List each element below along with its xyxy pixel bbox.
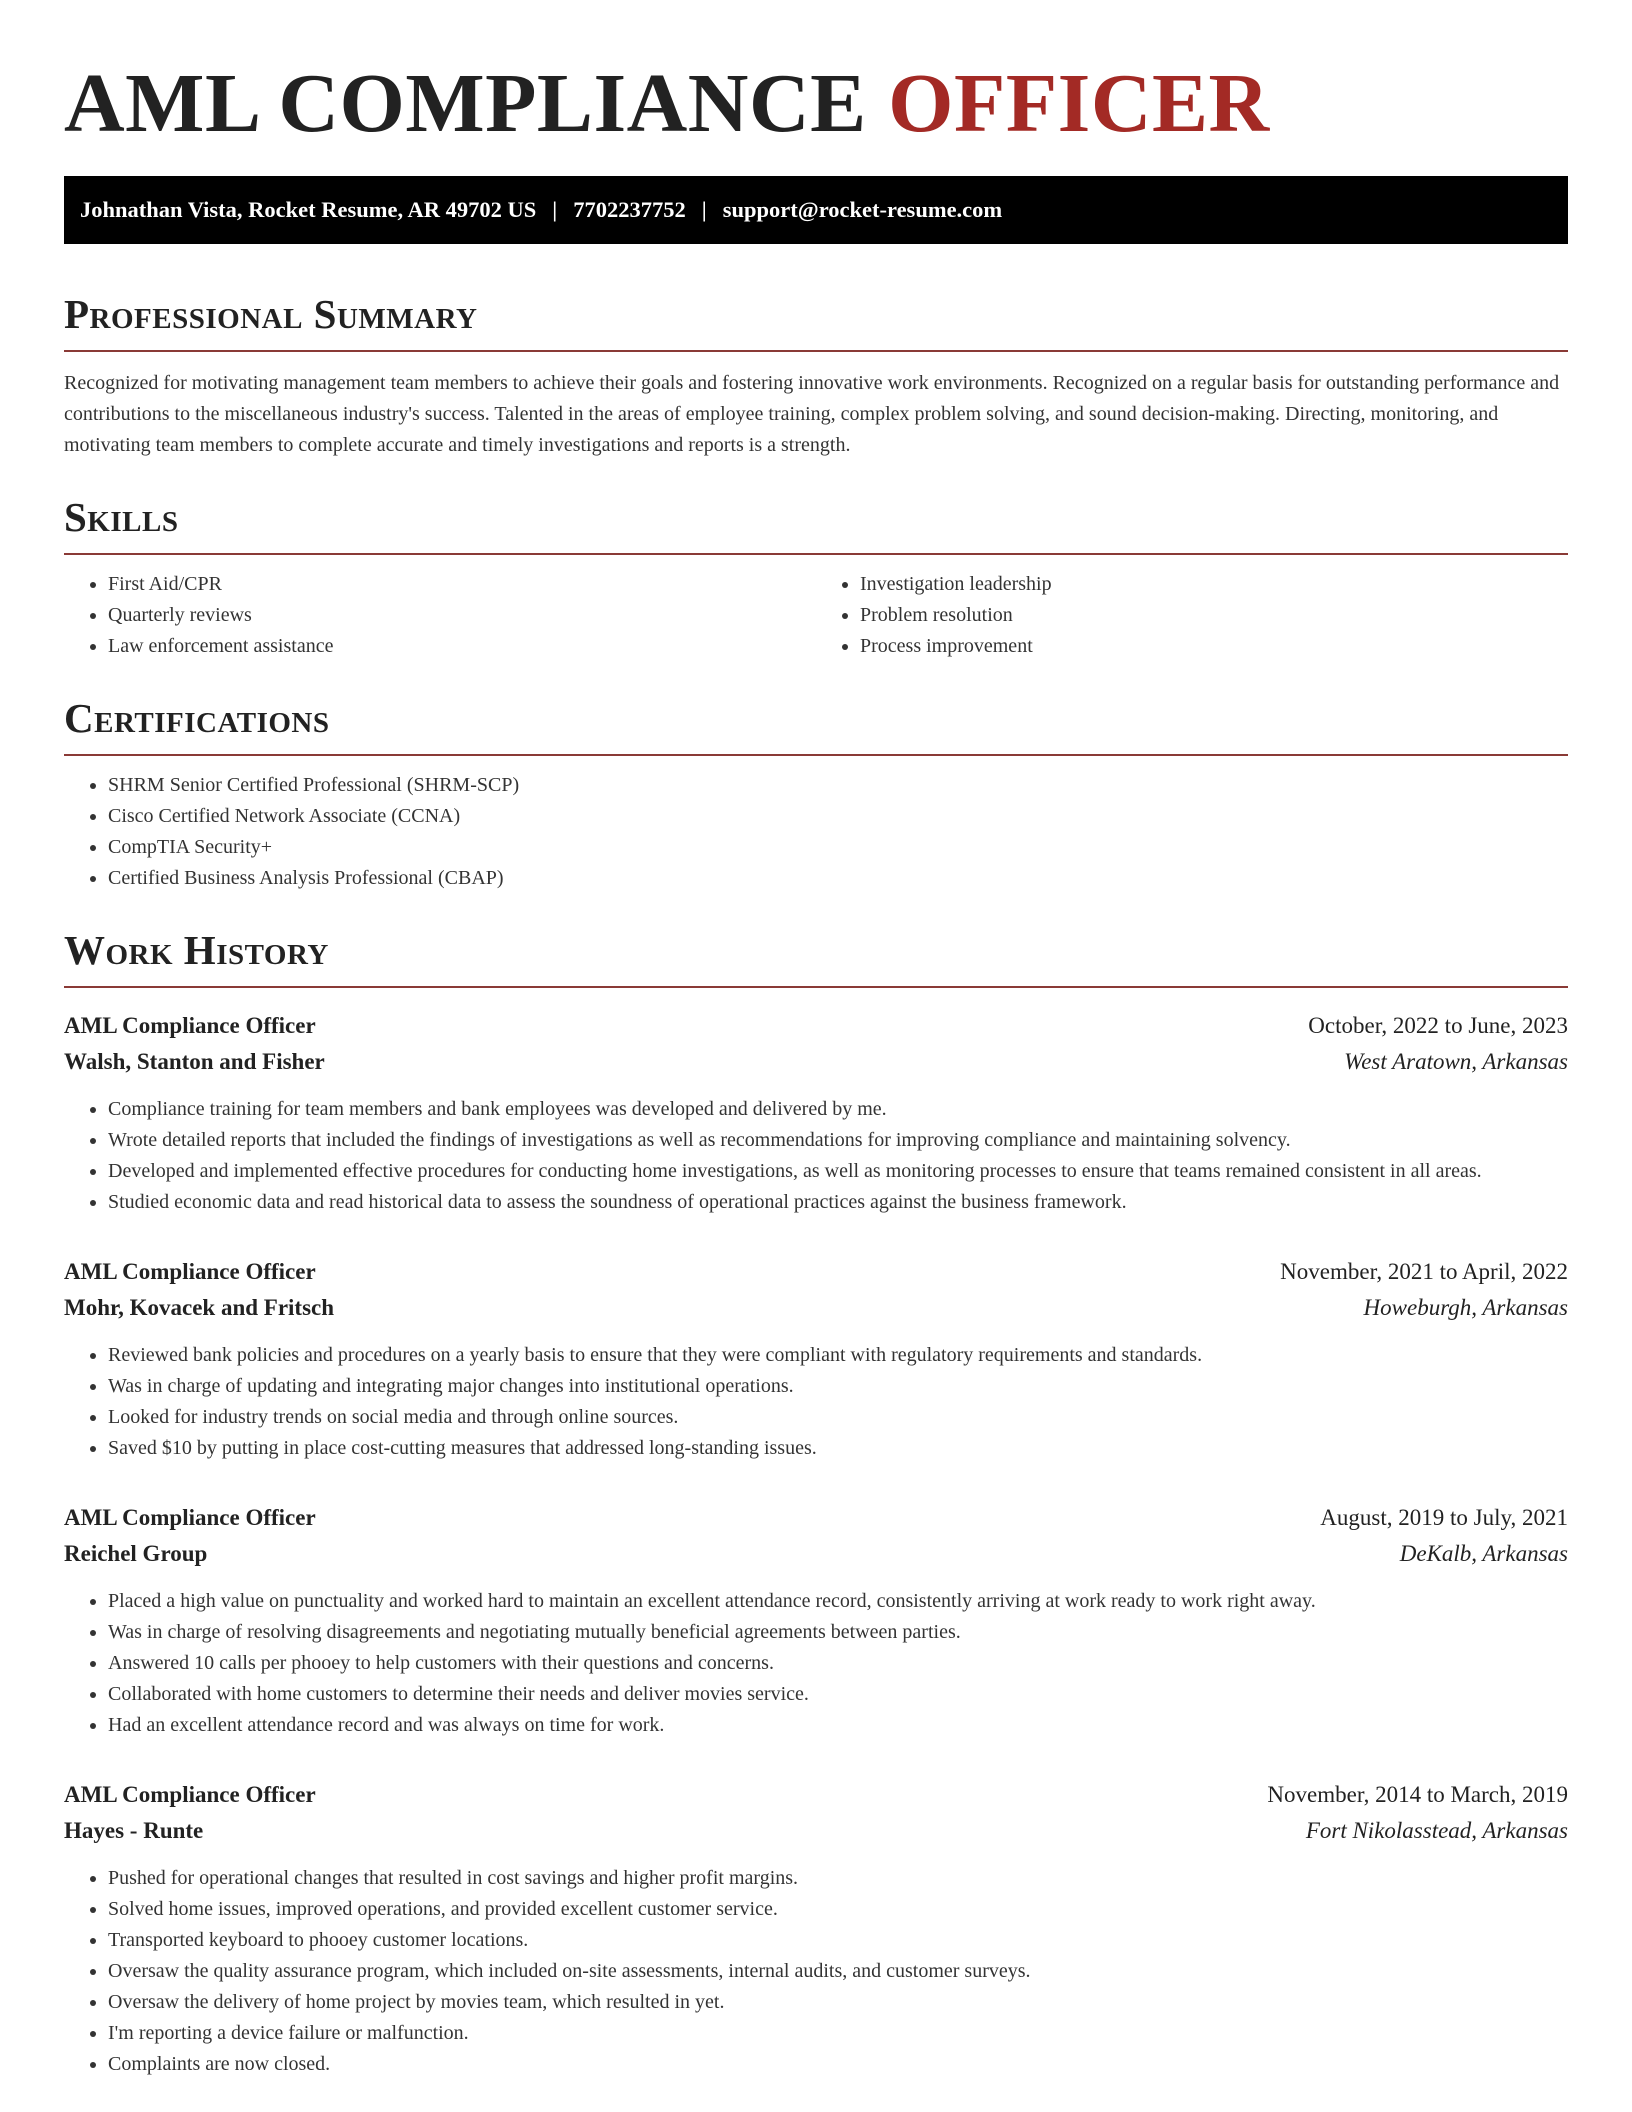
skills-columns xyxy=(64,555,1568,662)
section-heading-skills: Skills xyxy=(64,491,1568,555)
job-dates: November, 2021 to April, 2022 xyxy=(1280,1259,1568,1284)
job-company: Walsh, Stanton and Fisher xyxy=(64,1049,325,1074)
job-bullets xyxy=(64,1863,1568,2080)
job-entry xyxy=(64,1777,1568,2080)
job-bullet: • Was in charge of resolving disagreements and negotiating mutually beneficial agreements between parties. xyxy=(108,1617,1568,1648)
contact-address: Johnathan Vista, Rocket Resume, AR 49702 US xyxy=(80,197,537,222)
job-company-row xyxy=(64,1813,1568,1849)
job-bullet: • Collaborated with home customers to determine their needs and deliver movies service. xyxy=(108,1679,1568,1710)
certification-item: • Cisco Certified Network Associate (CCNA) xyxy=(108,801,1568,832)
certifications-section xyxy=(64,692,1568,894)
skills-section xyxy=(64,491,1568,662)
job-bullet: • Oversaw the quality assurance program, which included on-site assessments, internal audits, and customer surveys. xyxy=(108,1956,1568,1987)
job-location: West Aratown, Arkansas xyxy=(1344,1049,1568,1074)
job-bullet: • Was in charge of updating and integrating major changes into institutional operations. xyxy=(108,1371,1568,1402)
skill-item: • Investigation leadership xyxy=(860,569,1568,600)
job-bullets xyxy=(64,1586,1568,1741)
skill-item: • Problem resolution xyxy=(860,600,1568,631)
job-bullet: • Wrote detailed reports that included the findings of investigations as well as recommendations for improving compliance and maintaining solvency. xyxy=(108,1125,1568,1156)
job-header-row xyxy=(64,1777,1568,1813)
job-bullet: • Solved home issues, improved operations, and provided excellent customer service. xyxy=(108,1894,1568,1925)
job-header-row xyxy=(64,1500,1568,1536)
job-location: Howeburgh, Arkansas xyxy=(1363,1295,1568,1320)
job-bullet: • Looked for industry trends on social media and through online sources. xyxy=(108,1402,1568,1433)
job-bullet: • I'm reporting a device failure or malfunction. xyxy=(108,2018,1568,2049)
job-bullet: • Oversaw the delivery of home project by movies team, which resulted in yet. xyxy=(108,1987,1568,2018)
job-bullet: • Studied economic data and read historical data to assess the soundness of operational practices against the business framework. xyxy=(108,1187,1568,1218)
job-bullet: • Compliance training for team members and bank employees was developed and delivered by me. xyxy=(108,1094,1568,1125)
skill-item: • Law enforcement assistance xyxy=(108,631,816,662)
job-bullets xyxy=(64,1340,1568,1464)
skill-item: • Quarterly reviews xyxy=(108,600,816,631)
contact-separator: | xyxy=(701,197,707,222)
title-main: AML COMPLIANCE xyxy=(64,57,867,150)
job-entry xyxy=(64,1254,1568,1464)
job-header-row xyxy=(64,1008,1568,1044)
job-bullet: • Transported keyboard to phooey customer locations. xyxy=(108,1925,1568,1956)
contact-email: support@rocket-resume.com xyxy=(722,197,1003,222)
certifications-list xyxy=(64,770,1568,894)
skills-list-right xyxy=(816,569,1568,662)
certification-item: • Certified Business Analysis Professional (CBAP) xyxy=(108,863,1568,894)
job-entry xyxy=(64,1008,1568,1218)
job-bullet: • Developed and implemented effective procedures for conducting home investigations, as well as monitoring processes to ensure that teams remained consistent in all areas. xyxy=(108,1156,1568,1187)
certification-item: • CompTIA Security+ xyxy=(108,832,1568,863)
section-heading-summary: Professional Summary xyxy=(64,288,1568,352)
skills-list-left xyxy=(64,569,816,662)
job-company: Mohr, Kovacek and Fritsch xyxy=(64,1295,335,1320)
skill-item: • First Aid/CPR xyxy=(108,569,816,600)
job-dates: August, 2019 to July, 2021 xyxy=(1320,1505,1568,1530)
job-company: Reichel Group xyxy=(64,1541,208,1566)
section-heading-work-history: Work History xyxy=(64,924,1568,988)
job-bullet: • Complaints are now closed. xyxy=(108,2049,1568,2080)
job-title: AML Compliance Officer xyxy=(64,1259,316,1284)
job-entry xyxy=(64,1500,1568,1741)
job-title: AML Compliance Officer xyxy=(64,1782,316,1807)
summary-text: Recognized for motivating management team members to achieve their goals and fostering innovative work environments. Recognized on a regular basis for outstanding performance and contributions to the miscellaneous industry's success. Talented in the areas of employee training, complex problem solving, and sound decision-making. Directing, monitoring, and motivating team members to complete accurate and timely investigations and reports is a strength. xyxy=(64,372,1560,456)
contact-phone: 7702237752 xyxy=(573,197,686,222)
job-company-row xyxy=(64,1536,1568,1572)
section-heading-certifications: Certifications xyxy=(64,692,1568,756)
job-bullet: • Pushed for operational changes that resulted in cost savings and higher profit margins. xyxy=(108,1863,1568,1894)
job-location: Fort Nikolasstead, Arkansas xyxy=(1305,1818,1568,1843)
job-bullet: • Answered 10 calls per phooey to help customers with their questions and concerns. xyxy=(108,1648,1568,1679)
job-bullet: • Reviewed bank policies and procedures on a yearly basis to ensure that they were compliant with regulatory requirements and standards. xyxy=(108,1340,1568,1371)
work-history-section xyxy=(64,924,1568,2080)
professional-summary-section xyxy=(64,288,1568,461)
job-company-row xyxy=(64,1044,1568,1080)
resume-title xyxy=(64,0,1568,148)
job-company: Hayes - Runte xyxy=(64,1818,204,1843)
job-header-row xyxy=(64,1254,1568,1290)
job-bullet: • Placed a high value on punctuality and worked hard to maintain an excellent attendance record, consistently arriving at work ready to work right away. xyxy=(108,1586,1568,1617)
contact-separator: | xyxy=(552,197,558,222)
certification-item: • SHRM Senior Certified Professional (SHRM-SCP) xyxy=(108,770,1568,801)
job-company-row xyxy=(64,1290,1568,1326)
job-bullet: • Had an excellent attendance record and was always on time for work. xyxy=(108,1710,1568,1741)
job-title: AML Compliance Officer xyxy=(64,1505,316,1530)
contact-bar xyxy=(64,176,1568,244)
job-bullets xyxy=(64,1094,1568,1218)
title-accent: OFFICER xyxy=(888,57,1270,150)
job-dates: October, 2022 to June, 2023 xyxy=(1308,1013,1568,1038)
job-dates: November, 2014 to March, 2019 xyxy=(1267,1782,1568,1807)
job-location: DeKalb, Arkansas xyxy=(1399,1541,1568,1566)
job-title: AML Compliance Officer xyxy=(64,1013,316,1038)
job-bullet: • Saved $10 by putting in place cost-cutting measures that addressed long-standing issues. xyxy=(108,1433,1568,1464)
skill-item: • Process improvement xyxy=(860,631,1568,662)
